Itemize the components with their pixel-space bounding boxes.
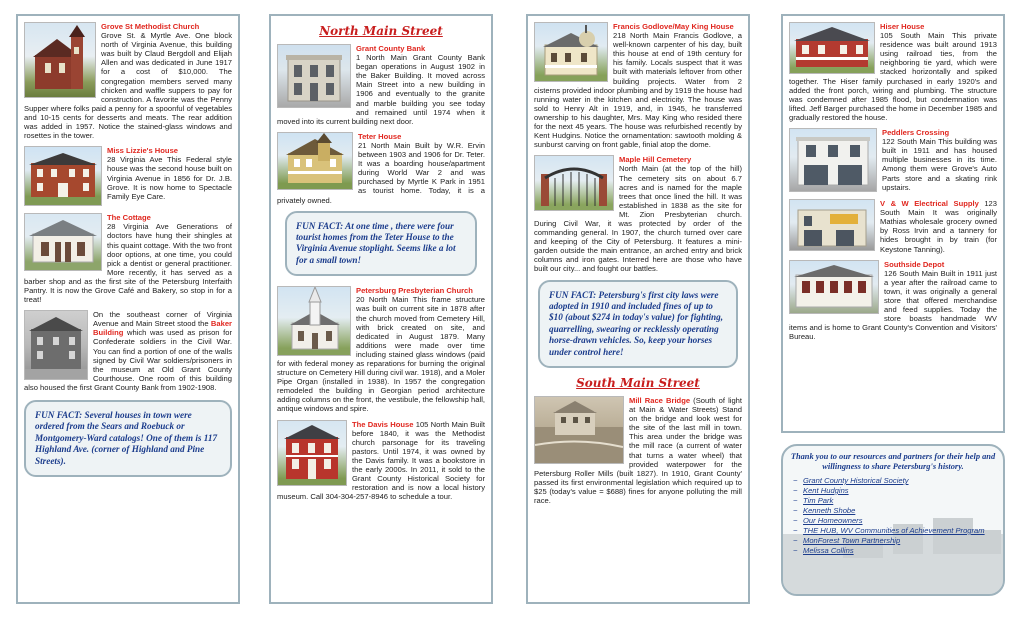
entry-godlove-house: [534, 22, 742, 149]
hiser-house-text: 105 South Main This private residence was built around 1913 using railroad ties, from the neighboring tie yard, which were stacked horizontally and spiked together. The Hiser family purchased in early 1920's and added the front porch, wiring and plumbing. The structure was condemned after 1985 flood, but condemnation was lifted. Jeff Barger purchased the home in December 1985 and gradually restored the house.: [789, 31, 997, 122]
baker-building-intro: On the southeast corner of Virginia Avenue and Main Street stood the: [93, 310, 232, 329]
teter-house-title: Teter House: [358, 131, 402, 141]
thanks-heading: Thank you to our resources and partners for their help and willingness to share Petersburg's history.: [790, 452, 996, 471]
panel-4: [781, 14, 1005, 433]
thanks-panel: [781, 444, 1005, 596]
south-main-heading: South Main Street: [576, 375, 700, 390]
baker-building-title: Baker Building: [93, 319, 232, 338]
godlove-title: Francis Godlove/May King House: [613, 22, 734, 31]
entry-southside-depot: [789, 260, 997, 342]
entry-teter-house: [277, 132, 485, 205]
grove-methodist-text: Grove St. & Myrtle Ave. One block north of Virginia Avenue, this building was built by Claud Bergdoll and Elijah Allen and was dedicated in June 1917 for a cost of $10,000. The congregation members served many chicken and waffle suppers to pay for construction. A favorite was the Penny Supper where folks paid a penny for a spoonful of vegetables and 10-15 cents for desserts and meats. The rear addition was added in 1957. Notice the stained-glass windows and rosettes in the tower.: [24, 31, 232, 141]
vw-electrical-title: V & W Electrical Supply: [880, 199, 979, 209]
teter-house-text: 21 North Main Built by W.R. Ervin between 1903 and 1906 for Dr. Teter. It was a boarding house/apartment during World War 2 and was purchased by Myrtle K Park in 1951 as tourist home. Today, it is a privately owned.: [277, 140, 485, 205]
partner-item[interactable]: ~ Kenneth Shobe: [793, 506, 1003, 516]
presbyterian-text: 20 North Main This frame structure was built on current site in 1878 after the church moved from Cemetery Hill, with brick created on site, and dedicated in August 1879. Many additions were made over time including stained glass windows (paid for with federal money as reparations for burning the original structure on Cemetery Hill during civil war. 1918), and a Moler Pipe Organ (installed in 1938). In 1957 the congregation remodeled the building in Georgian period architecture adding columns on the front, the vestibule, the fellowship hall, antique windows and spire.: [277, 295, 485, 414]
entry-vw-electrical: [789, 199, 997, 254]
panel-3: [526, 14, 750, 604]
hiser-house-title: Hiser House: [880, 22, 925, 31]
partner-item[interactable]: ~ Grant County Historical Society: [793, 476, 1003, 486]
panel-1: [16, 14, 240, 604]
entry-maple-hill-cemetery: [534, 155, 742, 273]
peddlers-text: 122 South Main This building was built in 1911 and has housed multiple businesses in its time. Among them were Grove's Auto Parts store and a skating rink upstairs.: [882, 137, 997, 192]
mill-race-title: Mill Race Bridge: [629, 395, 691, 405]
partner-item[interactable]: ~ MonForest Town Partnership: [793, 536, 1003, 546]
entry-hiser-house: [789, 22, 997, 122]
partner-item[interactable]: ~ Kent Hudgins: [793, 486, 1003, 496]
grant-bank-text: 1 North Main Grant County Bank began operations in August 1902 in the Baker Building. It moved across Main Street into a new building in 1906 and eventually to the granite and marble building you see today and remained until 1974 when it moved into its current building next door.: [277, 53, 485, 126]
miss-lizzies-title: Miss Lizzie's House: [107, 146, 179, 156]
entry-presbyterian-church: [277, 286, 485, 413]
fun-fact-city-laws: [538, 280, 738, 368]
panel-2: [269, 14, 493, 604]
fun-fact-city-laws-text: FUN FACT: Petersburg's first city laws were adopted in 1910 and included fines of up to $10 (about $274 in today's value) for fighting, quarrelling, swearing or recklessly operating horse-drawn vehicles. So, keep your horses under control here!: [549, 289, 724, 357]
partner-item[interactable]: ~ Tim Park: [793, 496, 1003, 506]
fun-fact-sears-houses: [24, 400, 232, 477]
fun-fact-tourist-homes: [285, 211, 477, 277]
mill-race-text: (South of light at Main & Water Streets) Stand on the bridge and look west for the site of the last mill in town. This area under the bridge was the mill race (a current of water that turns a water wheel) that provided waterpower for the Petersburg Roller Mills (built 1827). In 1910, Grant County' passed its first environmental legislation which required up to $25 (today's value = $688) fines for anyone polluting the mill race.: [534, 395, 742, 505]
entry-grove-methodist: [24, 22, 232, 140]
entry-peddlers-crossing: [789, 128, 997, 193]
entry-baker-building: [24, 310, 232, 392]
maple-hill-text: North Main (at the top of the hill) The cemetery sits on about 6.7 acres and is named for the maple trees that once lined the hill. It was established in 1838 as the site for Mt. Zion Presbyterian church. During Civil War, it was protected by order of the commanding general. In 1907, the church turned over care and keeping of the City of Petersburg. It features a mini-garden outside the main entrance, an arched entry and brick columns and iron gates. Interred here are those who have built our city... and fought our battles.: [534, 164, 742, 274]
cottage-text: 28 Virginia Ave Generations of doctors have hung their shingles at this quaint cottage. With the two front door options, at one time, you could pick a dentist or general practitioner. More recently, it has served as a barber shop and as the first site of the Petersburg Interfaith Pantry. It is now the Grove Café and Bakery, so stop in for a treat!: [24, 222, 232, 305]
davis-house-title: The Davis House: [352, 419, 414, 429]
entry-grant-county-bank: [277, 44, 485, 126]
north-main-heading: North Main Street: [319, 24, 443, 38]
vw-electrical-text: 123 South Main It was originally Mathias wholesale grocery owned by Ross Irvin and a tannery for hides brought in by train (for Keystone Tanning).: [880, 199, 997, 254]
grant-bank-title: Grant County Bank: [356, 44, 426, 53]
southside-depot-title: Southside Depot: [884, 259, 945, 269]
entry-cottage: [24, 213, 232, 304]
miss-lizzies-text: 28 Virginia Ave This Federal style house was the second house built on Virginia Avenue in 1856 for Dr. J.B. Grove. It is now home to Spectacle Family Eye Care.: [107, 155, 232, 201]
entry-mill-race-bridge: [534, 396, 742, 505]
partner-item[interactable]: ~ Melissa Collins: [793, 546, 1003, 556]
partners-list: [783, 476, 1003, 556]
fun-fact-tourist-text: FUN FACT: At one time , there were four tourist homes from the Teter House to the Virginia Avenue stoplight. Seems like a lot for a small town!: [296, 220, 456, 265]
peddlers-title: Peddlers Crossing: [882, 128, 950, 138]
entry-davis-house: [277, 420, 485, 502]
maple-hill-title: Maple Hill Cemetery: [619, 155, 692, 165]
grove-methodist-title: Grove St Methodist Church: [101, 22, 200, 31]
southside-depot-text: 126 South Main Built in 1911 just a year after the railroad came to town, it was originally a general store that offered merchandise and feed supplies. Today the store boasts handmade WV items and is home to Grant County's Convention and Visitors' Bureau.: [789, 268, 997, 342]
entry-miss-lizzies: [24, 146, 232, 207]
partner-item[interactable]: ~ Our Homeowners: [793, 516, 1003, 526]
davis-house-text: 105 North Main Built before 1840, it was the Methodist church parsonage for its traveling pastors. Until 1974, it was owned by the Davis family. It was a bookstore in the early 2000s. In 2011, it sold to the Grant County Historical Society for restoration and is now a local history museum. Call 304-304-257-8946 to schedule a tour.: [277, 419, 485, 502]
partner-item[interactable]: ~ THE HUB, WV Communities of Achievement Program: [793, 526, 1003, 536]
presbyterian-title: Petersburg Presbyterian Church: [356, 286, 473, 296]
godlove-text: 218 North Main Francis Godlove, a well-known carpenter of his day, built this house at end of 19th century for his family. Locals suspect that it was built with materials leftover from other building projects. Water from 2 cisterns provided indoor plumbing and by 1919 the house had running water in the kitchen and electricity. The house was sold to Henry Alt in 1919, and, in 1945, he transferred ownership to his daughter, Mrs. May King who resided there for the next 45 years. The house was refurbished recently by Kent Hudgins. Notice the ornamentation: sawtooth molding & sunburst carving on front gable, finial atop the dome.: [534, 31, 742, 150]
fun-fact-sears-text: FUN FACT: Several houses in town were ordered from the Sears and Roebuck or Montgomery-Ward catalogs! One of them is 117 Highland Ave. (corner of Highland and Pine Streets).: [35, 410, 218, 466]
cottage-title: The Cottage: [107, 213, 151, 223]
baker-building-text: which was used as prison for Confederate soldiers in the Civil War. You can find a portion of one of the walls signed by Civil War soldiers/prisoners in the museum at Old Grant County Courthouse. One room of this building also housed the first Grant County Bank from 1902-1908.: [24, 328, 232, 392]
